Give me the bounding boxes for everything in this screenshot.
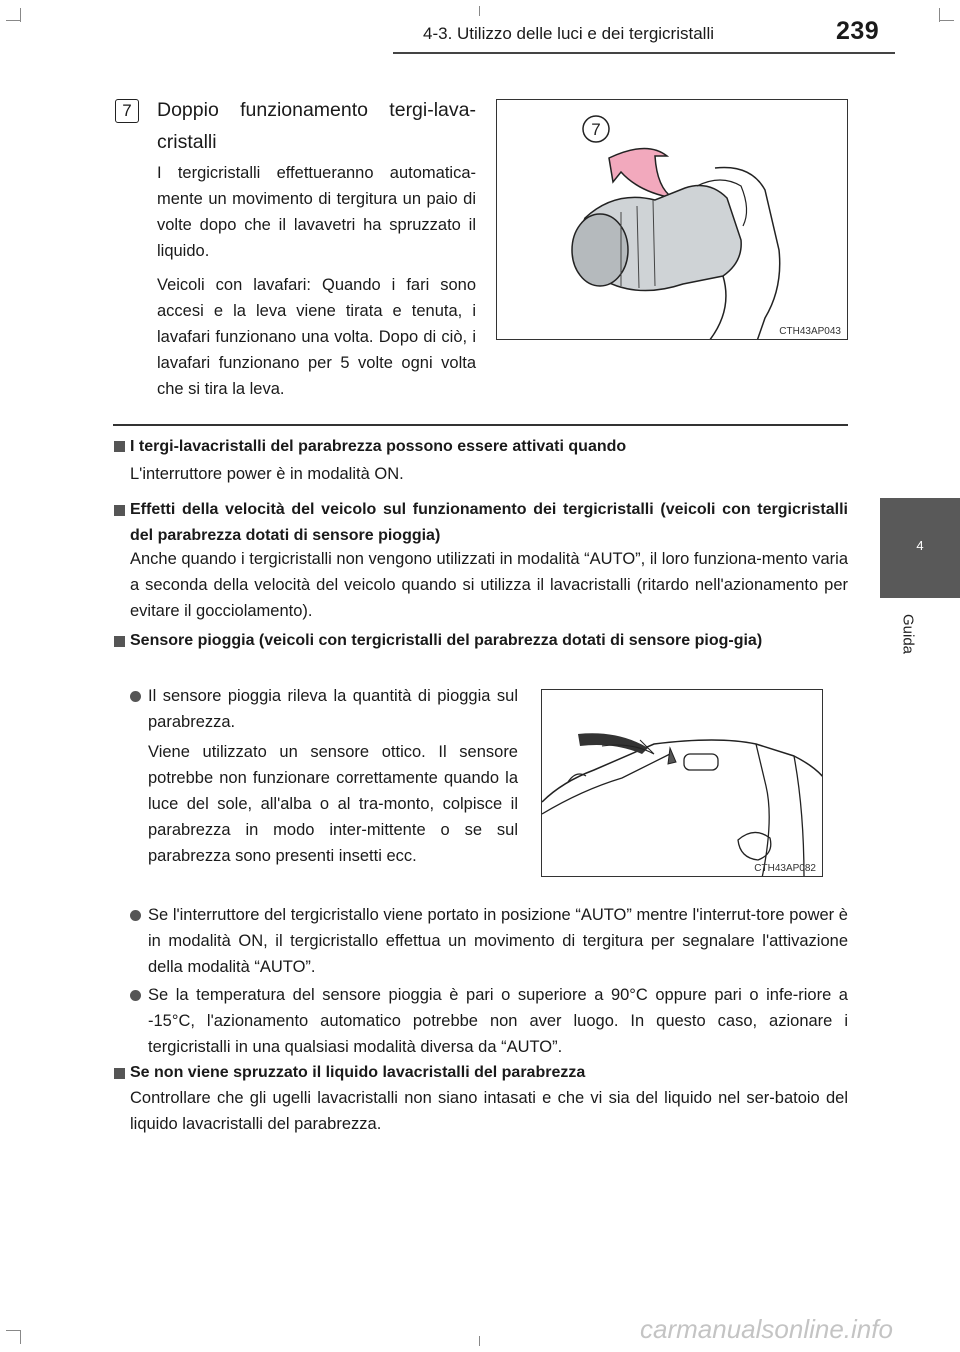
rain-sensor-illustration — [542, 690, 823, 877]
square-bullet — [114, 505, 125, 516]
rain-sensor-bullet-1: Il sensore pioggia rileva la quantità di pioggia sul parabrezza. — [148, 687, 518, 731]
note-text-1: L'interruttore power è in modalità ON. — [130, 465, 404, 483]
square-bullet — [114, 1068, 125, 1079]
chapter-tab — [880, 498, 960, 598]
figure-code: CTH43AP082 — [754, 863, 816, 874]
note-heading-1: I tergi-lavacristalli del parabrezza possono essere attivati quando — [130, 438, 627, 455]
square-bullet — [114, 441, 125, 452]
round-bullet — [130, 990, 141, 1001]
crop-mark — [6, 1330, 20, 1331]
round-bullet — [130, 910, 141, 921]
crop-mark — [20, 1330, 21, 1344]
crop-mark — [6, 20, 20, 21]
figure-callout: 7 — [591, 120, 601, 139]
step-paragraph-1: I tergicristalli effettueranno automatica-mente un movimento di tergitura un paio di volte dopo che il lavavetri ha spruzzato il liquido. — [157, 164, 476, 260]
section-divider — [113, 424, 848, 426]
wiper-lever-figure — [496, 99, 848, 340]
note-heading-4: Se non viene spruzzato il liquido lavacristalli del parabrezza — [130, 1064, 586, 1081]
header-title: 4-3. Utilizzo delle luci e dei tergicristalli — [423, 24, 715, 43]
page-number: 239 — [836, 17, 880, 45]
note-text-2: Anche quando i tergicristalli non vengono utilizzati in modalità “AUTO”, il loro funziona-mento varia a seconda della velocità del veicolo quando si utilizza il lavacristalli (ritardo nell'azionamento per evitare il gocciolamento). — [130, 550, 848, 620]
crop-mark — [940, 20, 954, 21]
rain-sensor-sub-text: Viene utilizzato un sensore ottico. Il sensore potrebbe non funzionare correttamente quando la luce del sole, all'alba o al tra-monto, colpisce il parabrezza in modo inter-mittente o se sul parabrezza sono presenti insetti ecc. — [148, 743, 518, 865]
round-bullet — [130, 691, 141, 702]
rain-sensor-figure — [541, 689, 823, 877]
rain-sensor-bullet-3: Se la temperatura del sensore pioggia è pari o superiore a 90°C oppure pari o infe-riore a -15°C, l'azionamento automatico potrebbe non aver luogo. In questo caso, azionare i tergicristalli in una qualsiasi modalità diversa da “AUTO”. — [148, 986, 848, 1056]
watermark: carmanualsonline.info — [640, 1314, 893, 1344]
note-heading-3: Sensore pioggia (veicoli con tergicristalli del parabrezza dotati di sensore piog-gia) — [130, 632, 763, 649]
header-rule — [393, 52, 895, 54]
step-number-badge: 7 — [115, 99, 139, 123]
chapter-number: 4 — [916, 538, 924, 553]
step-title: Doppio funzionamento tergi-lava-cristalli — [157, 99, 476, 153]
crop-mark — [479, 1336, 480, 1346]
square-bullet — [114, 636, 125, 647]
chapter-label: Guida — [899, 613, 917, 655]
wiper-lever-illustration — [497, 100, 848, 340]
note-heading-2: Effetti della velocità del veicolo sul funzionamento dei tergicristalli (veicoli con tergicristalli del parabrezza dotati di sensore pioggia) — [130, 501, 848, 544]
crop-mark — [479, 6, 480, 16]
note-text-4: Controllare che gli ugelli lavacristalli non siano intasati e che vi sia del liquido nel ser-batoio del liquido lavacristalli del parabrezza. — [130, 1089, 848, 1133]
step-paragraph-2: Veicoli con lavafari: Quando i fari sono accesi e la leva viene tirata e tenuta, i lavafari funzionano una volta. Dopo di ciò, i lavafari funzionano per 5 volte ogni volta che si tira la leva. — [157, 276, 476, 398]
figure-code: CTH43AP043 — [779, 326, 841, 337]
rain-sensor-bullet-2: Se l'interruttore del tergicristallo viene portato in posizione “AUTO” mentre l'interrut-tore power è in modalità ON, il tergicristallo effettua un movimento di tergitura per segnalare l'attivazione della modalità “AUTO”. — [148, 906, 848, 976]
crop-mark — [20, 8, 21, 22]
